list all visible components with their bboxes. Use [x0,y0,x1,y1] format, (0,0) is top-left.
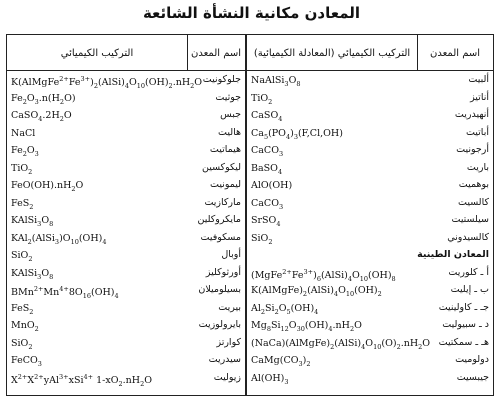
mineral-formula: TiO$_2$ [251,92,273,106]
mineral-formula: TiO$_2$ [11,162,33,176]
mineral-name: جلوكونيت [202,74,241,85]
table-row [7,73,245,91]
mineral-formula: $(MgFe^{2+}Fe^{3+})_6(AlSi)_4O_{10}(OH)_8$ [251,267,396,283]
mineral-name: سيلستيت [451,214,489,225]
header-left-formula: التركيب الكيميائي [60,47,134,59]
mineral-name: سيدريت [208,354,241,365]
mineral-name: ألبيت [468,74,489,85]
mineral-formula: $BMn^{2+}Mn^{4+}8O_{16}(OH)_4$ [11,285,119,301]
mineral-formula: $Ca_5(PO_4)_3(F,Cl,OH)$ [251,127,343,141]
table-row [247,266,493,284]
mineral-formula: $KAlSi_3O_8$ [11,267,54,281]
minerals-table [6,34,494,396]
table-row [247,196,493,214]
mineral-name: هيماتيت [209,144,241,155]
table-row [7,231,245,249]
table-row [7,143,245,161]
mineral-name: بايرولوزيت [198,319,241,330]
table-row [247,143,493,161]
mineral-name: بسيلوميلان [198,284,241,295]
table-row [7,248,245,266]
table-row [247,108,493,126]
table-row [7,91,245,109]
mineral-formula: $Fe_2O_3$ [11,145,39,158]
table-row [247,248,493,266]
mineral-name: جيبسيت [456,371,489,383]
page-title: المعادن مكانية النشأة الشائعة [142,4,361,22]
column-divider [417,35,418,71]
mineral-name: كالسيدوني [447,231,489,243]
mineral-name: دولوميت [455,354,489,365]
mineral-formula: CaSO$_4$ [251,110,283,123]
table-row [7,178,245,196]
table-header [7,35,493,71]
table-row [7,126,245,144]
mineral-formula: $KAl_2(AlSi_3)O_{10}(OH)_4$ [11,232,107,246]
table-row [247,283,493,301]
table-row [7,336,245,354]
column-divider [187,35,188,71]
header-right-formula: التركيب الكيميائي (المعادلة الكيميائية) [253,47,411,59]
table-row [7,318,245,336]
header-left-name: اسم المعدن [191,47,242,59]
mineral-name: جوثيت [215,91,241,103]
mineral-formula: $(NaCa)(AlMgFe)_2(AlSi)_4O_{10}(O)_2.nH_2O$ [251,337,431,351]
table-row [7,371,245,389]
mineral-formula: SiO$_2$ [11,250,33,263]
mineral-name: كوارتز [216,336,241,348]
mineral-formula: FeCO$_3$ [11,355,42,368]
mineral-name: جبس [220,109,241,120]
mineral-formula: $KAlSi_3O_8$ [11,215,54,228]
mineral-formula: FeS$_2$ [11,197,34,211]
mineral-name: ماركازيت [204,196,241,208]
mineral-formula: $Al_2Si_2O_5(OH)_4$ [251,302,319,316]
mineral-formula: $FeO(OH).nH_2O$ [11,180,84,193]
mineral-name: أباتيت [465,126,489,138]
table-row [7,353,245,371]
table-row [247,371,493,389]
mineral-name: د ـ سبيوليت [442,319,489,330]
mineral-name: ليمونيت [209,179,241,190]
table-row [247,318,493,336]
left-rows [7,73,245,388]
mineral-formula: SiO$_2$ [11,337,33,351]
mineral-formula: SrSO$_4$ [251,215,281,228]
mineral-formula: CaCO$_3$ [251,145,284,158]
mineral-formula: $Al(OH)_3$ [251,372,289,386]
mineral-formula: $Mg_8Si_{12}O_{30}(OH)_4.nH_2O$ [251,320,362,333]
mineral-formula: $Fe_2O_3.n(H_2O)$ [11,92,76,106]
right-rows [247,73,493,388]
mineral-name: زيوليت [213,371,241,383]
table-row [7,108,245,126]
mineral-formula: NaCl [11,127,36,139]
table-row [7,161,245,179]
table-row [247,231,493,249]
table-row [247,353,493,371]
mineral-formula: MnO$_2$ [11,320,39,333]
table-row [247,91,493,109]
table-row [247,301,493,319]
mineral-formula: $NaAlSi_3O_8$ [251,75,301,88]
mineral-formula: $K(AlMgFe^{2+}Fe^{3+})_2(AlSi)_4O_{10}(OH)_2.nH_2O$ [11,75,203,91]
table-row [247,178,493,196]
mineral-formula: AlO(OH) [251,180,293,191]
mineral-name: أنهيدريت [454,109,489,120]
mineral-name: ب ـ إيليت [450,284,489,295]
mineral-formula: BaSO$_4$ [251,162,283,176]
mineral-name: أ ـ كلوريت [448,266,489,278]
mineral-name: جـ ـ كاولينيت [438,301,489,313]
mineral-name: أورثوكليز [205,266,241,278]
mineral-name: كالسيت [458,196,489,208]
mineral-formula: SiO$_2$ [251,232,273,246]
mineral-name: المعادن الطينية [417,249,489,260]
table-row [247,336,493,354]
mineral-name: أناتيز [470,91,489,103]
table-row [7,283,245,301]
mineral-name: ليكوكسين [201,161,241,173]
mineral-name: هـ ـ سمكتيت [438,336,489,348]
table-row [247,126,493,144]
mineral-formula: $CaSO_4.2H_2O$ [11,110,72,123]
table-row [7,196,245,214]
table-row [7,266,245,284]
mineral-name: بوهميت [458,179,489,190]
table-row [247,161,493,179]
table-row [247,213,493,231]
mineral-name: أوبال [221,249,241,260]
mineral-name: أرجونيت [456,144,489,155]
mineral-name: هاليت [218,126,241,138]
mineral-name: مسكوفيت [200,231,241,243]
table-row [247,73,493,91]
mineral-name: بيريت [218,301,241,313]
table-row [7,301,245,319]
mineral-formula: FeS$_2$ [11,302,34,316]
mineral-name: مايكروكلين [197,214,241,225]
mineral-formula: CaCO$_3$ [251,197,284,211]
header-right-name: اسم المعدن [430,47,481,59]
mineral-formula: $CaMg(CO_3)_2$ [251,355,311,368]
table-row [7,213,245,231]
mineral-formula: $K(AlMgFe)_2(AlSi)_4O_{10}(OH)_2$ [251,285,382,298]
mineral-name: باريت [466,161,489,173]
mineral-formula: $X^{2+}X^{2+}yAl^{3+}xSi^{4+}$ $1-xO_2.nH_2O$ [11,372,153,388]
